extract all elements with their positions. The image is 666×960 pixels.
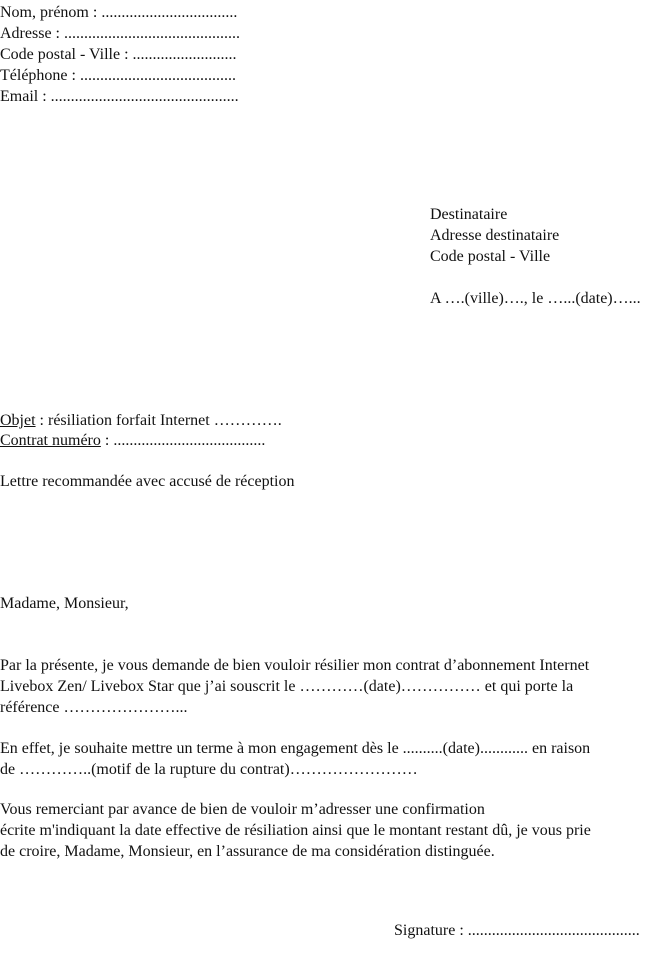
body-line: Livebox Zen/ Livebox Star que j’ai souscrit le …………(date)…………… et qui porte la xyxy=(0,678,574,695)
objet-line xyxy=(0,411,282,431)
contrat-value: : ...................................... xyxy=(100,432,266,449)
sender-address-field: Adresse : ............................................ xyxy=(0,25,240,42)
sender-phone-field: Téléphone : ....................................... xyxy=(0,67,236,84)
place-date-line: A ….(ville)…., le …...(date)…... xyxy=(430,290,641,307)
sender-postal-city-field: Code postal - Ville : .......................... xyxy=(0,46,237,63)
body-line: de croire, Madame, Monsieur, en l’assurance de ma considération distinguée. xyxy=(0,843,495,860)
recipient-address: Adresse destinataire xyxy=(430,227,560,244)
body-line: référence …………………... xyxy=(0,699,188,716)
body-line: de …………..(motif de la rupture du contrat)…………………… xyxy=(0,761,418,778)
signature-line: Signature : ........................................... xyxy=(394,922,640,939)
recipient-name: Destinataire xyxy=(430,206,508,223)
sender-email-field: Email : ............................................... xyxy=(0,88,239,105)
contrat-line xyxy=(0,431,265,451)
body-line: Vous remerciant par avance de bien de vouloir m’adresser une confirmation xyxy=(0,801,485,818)
recipient-postal-city: Code postal - Ville xyxy=(430,248,551,265)
objet-label: Objet xyxy=(0,412,36,429)
body-line: Par la présente, je vous demande de bien vouloir résilier mon contrat d’abonnement Internet xyxy=(0,657,590,674)
salutation: Madame, Monsieur, xyxy=(0,595,129,612)
body-line: En effet, je souhaite mettre un terme à mon engagement dès le ..........(date)............ en raison xyxy=(0,740,591,757)
delivery-mode: Lettre recommandée avec accusé de réception xyxy=(0,473,295,490)
sender-name-field: Nom, prénom : .................................. xyxy=(0,4,238,21)
objet-value: : résiliation forfait Internet …………. xyxy=(35,412,282,429)
body-line: écrite m'indiquant la date effective de résiliation ainsi que le montant restant dû, je vous prie xyxy=(0,822,591,839)
contrat-label: Contrat numéro xyxy=(0,432,101,449)
